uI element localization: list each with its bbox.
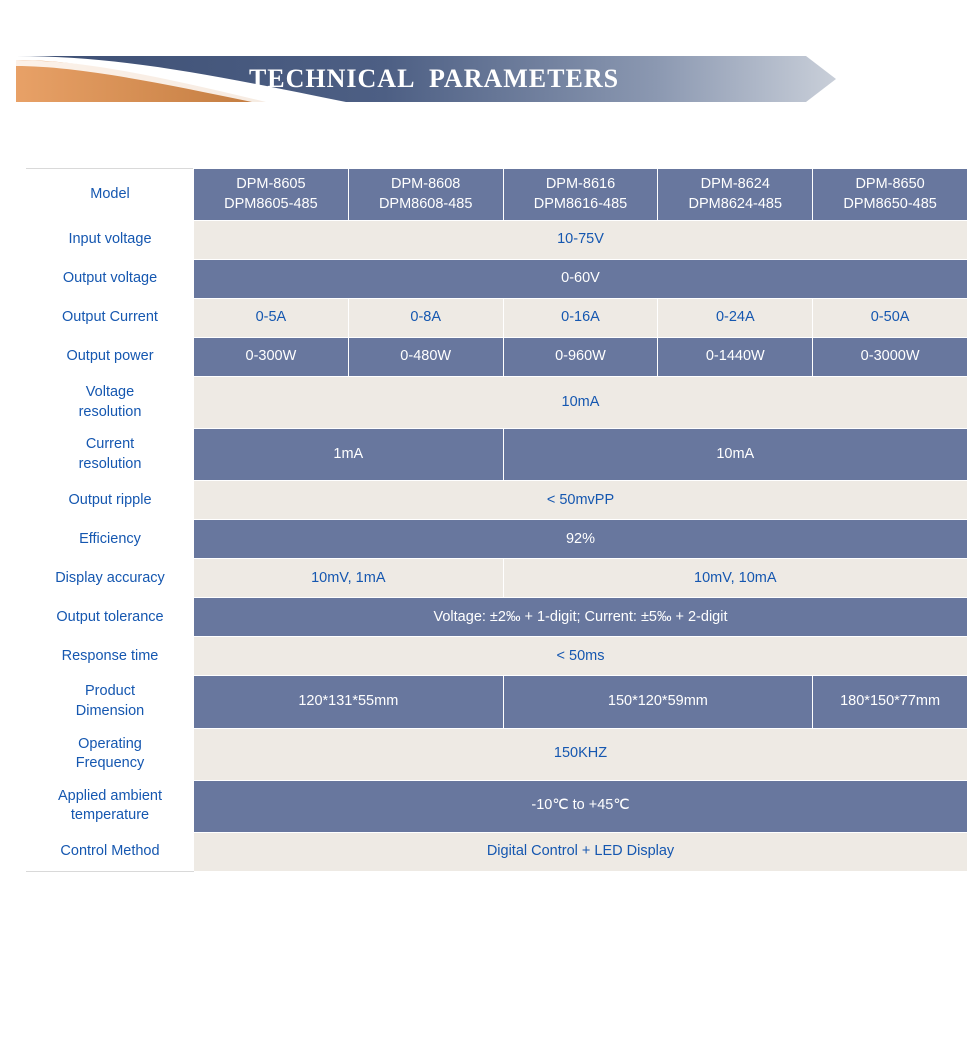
row-label: Current resolution [27, 429, 194, 481]
row-value: < 50mvPP [194, 481, 968, 520]
row-value: -10℃ to +45℃ [194, 780, 968, 832]
row-value: DPM-8616 DPM8616-485 [503, 169, 658, 221]
row-value: 0-16A [503, 299, 658, 338]
table-row [27, 780, 968, 832]
row-value: DPM-8624 DPM8624-485 [658, 169, 813, 221]
page-title: TECHNICAL PARAMETERS [248, 64, 620, 93]
row-label: Output voltage [27, 260, 194, 299]
table-row [27, 260, 968, 299]
row-value: 0-8A [348, 299, 503, 338]
row-label: Output power [27, 338, 194, 377]
table-row [27, 598, 968, 637]
table-row [27, 520, 968, 559]
table-body [27, 169, 968, 872]
table-row [27, 221, 968, 260]
row-label: Voltage resolution [27, 377, 194, 429]
table-row [27, 481, 968, 520]
row-value: 0-24A [658, 299, 813, 338]
row-label: Model [27, 169, 194, 221]
table-row [27, 169, 968, 221]
row-value: Voltage: ±2‰ + 1-digit; Current: ±5‰ + 2-digit [194, 598, 968, 637]
row-value: 150*120*59mm [503, 676, 813, 728]
row-value: 10mA [194, 377, 968, 429]
row-label: Output Current [27, 299, 194, 338]
table-row [27, 637, 968, 676]
row-value: 0-3000W [813, 338, 968, 377]
row-value: 0-480W [348, 338, 503, 377]
row-label: Efficiency [27, 520, 194, 559]
row-value: 0-50A [813, 299, 968, 338]
row-value: 10-75V [194, 221, 968, 260]
row-value: 0-300W [194, 338, 349, 377]
table-row [27, 832, 968, 871]
row-label: Control Method [27, 832, 194, 871]
table-row [27, 676, 968, 728]
row-value: 10mV, 10mA [503, 559, 967, 598]
table-row [27, 377, 968, 429]
row-value: DPM-8608 DPM8608-485 [348, 169, 503, 221]
table-row [27, 429, 968, 481]
row-label: Response time [27, 637, 194, 676]
table-row [27, 559, 968, 598]
row-value: 150KHZ [194, 728, 968, 780]
row-value: Digital Control + LED Display [194, 832, 968, 871]
table-row [27, 299, 968, 338]
row-value: 180*150*77mm [813, 676, 968, 728]
row-value: < 50ms [194, 637, 968, 676]
row-label: Output tolerance [27, 598, 194, 637]
row-label: Output ripple [27, 481, 194, 520]
row-value: DPM-8605 DPM8605-485 [194, 169, 349, 221]
row-label: Product Dimension [27, 676, 194, 728]
table-row [27, 338, 968, 377]
row-value: 10mA [503, 429, 967, 481]
row-label: Operating Frequency [27, 728, 194, 780]
row-value: 10mV, 1mA [194, 559, 504, 598]
row-value: DPM-8650 DPM8650-485 [813, 169, 968, 221]
row-value: 0-60V [194, 260, 968, 299]
row-value: 0-960W [503, 338, 658, 377]
page-banner [16, 56, 836, 102]
table-row [27, 728, 968, 780]
row-label: Input voltage [27, 221, 194, 260]
row-value: 0-5A [194, 299, 349, 338]
row-value: 0-1440W [658, 338, 813, 377]
row-label: Applied ambient temperature [27, 780, 194, 832]
row-value: 120*131*55mm [194, 676, 504, 728]
row-label: Display accuracy [27, 559, 194, 598]
technical-parameters-table [26, 168, 968, 872]
row-value: 92% [194, 520, 968, 559]
row-value: 1mA [194, 429, 504, 481]
